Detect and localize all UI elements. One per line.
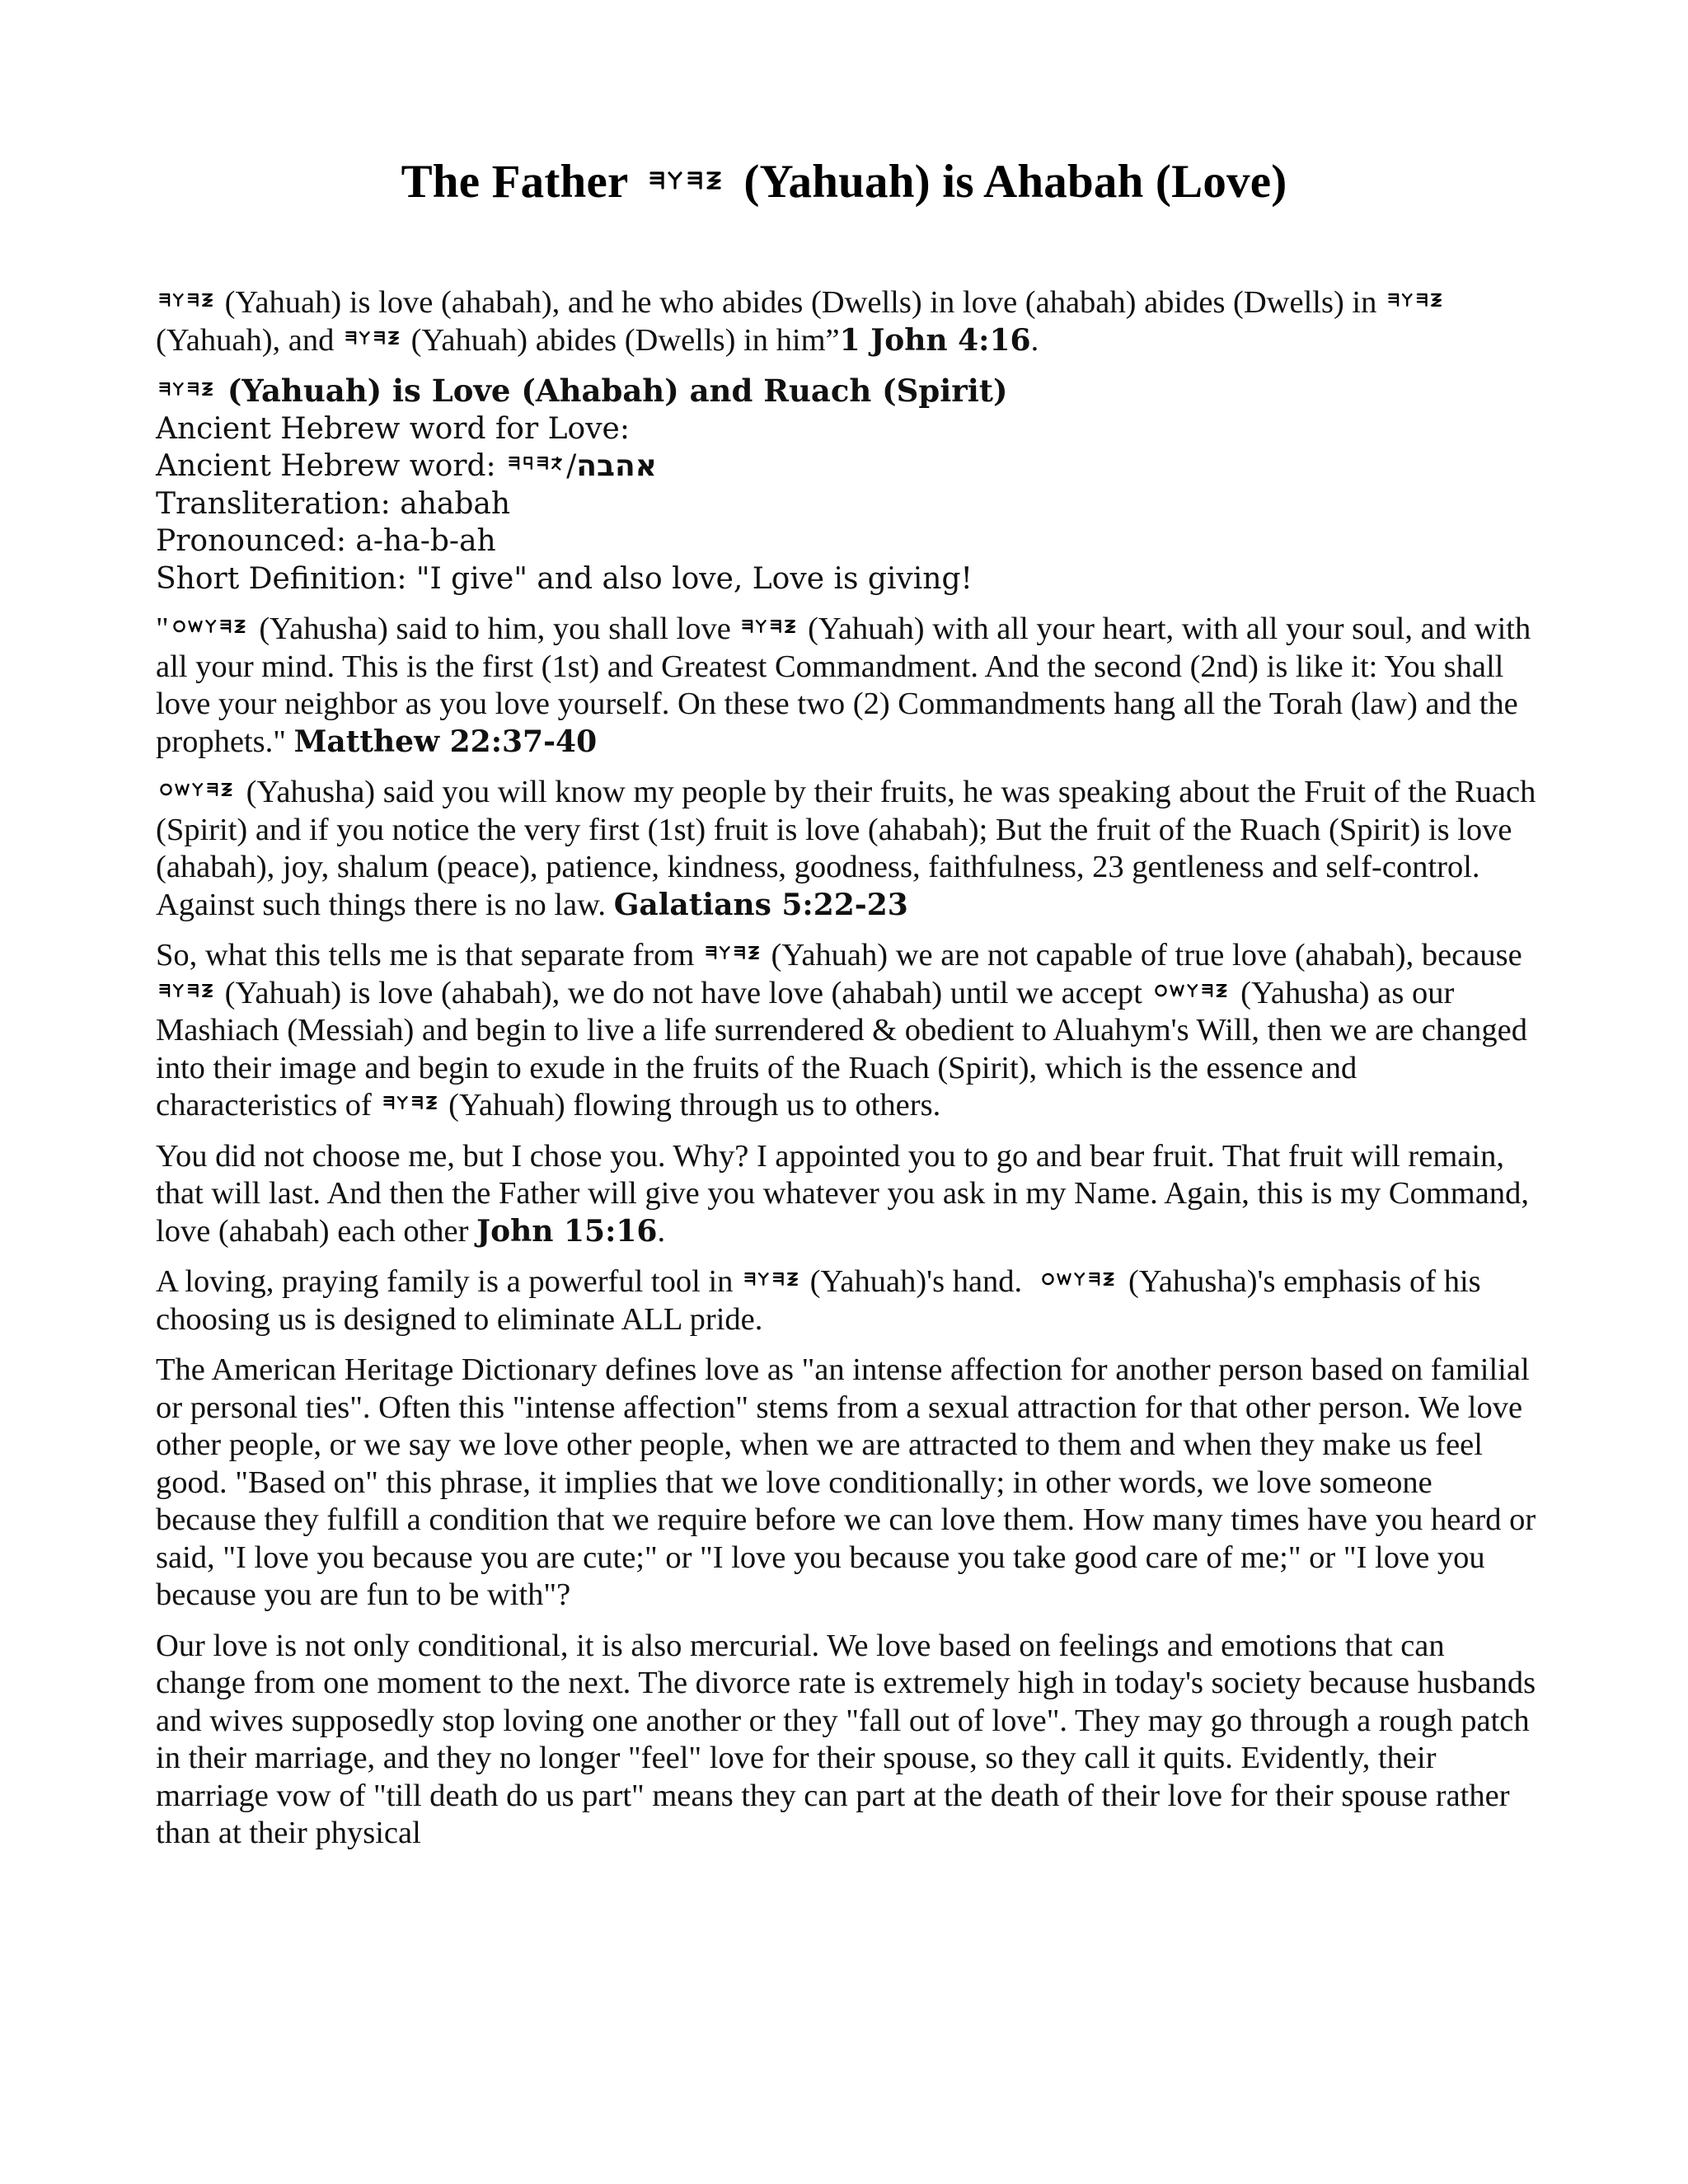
definition-line: Transliteration: ahabah [156, 486, 511, 521]
text: You did not choose me, but I chose you. Why? I appointed you to go and bear fruit. That fruit will remain, that will last. And then the Father will give you whatever you ask in my Name. Again, this is my Command, love (ahabah) each other [156, 1138, 1529, 1249]
paleo-yahusha-icon [1038, 1267, 1120, 1291]
text: (Yahuah) flowing through us to others. [448, 1088, 941, 1122]
heading-text: (Yahuah) is Love (Ahabah) and Ruach (Spirit) [227, 373, 1008, 409]
text: (Yahusha) said to him, you shall love [259, 612, 731, 646]
text: (Yahusha) said you will know my people by their fruits, he was speaking about the Fruit of the Ruach (Spirit) and if you notice the very first (1st) fruit is love (ahabah); But the fruit of the Ruach (Spirit) is love (ahabah), joy, shalum (peace), patience, kindness, goodness, faithfulness, 23 gentleness and self-control. Against such things there is no law. [156, 775, 1536, 922]
text: . [657, 1213, 666, 1249]
paragraph-8: Our love is not only conditional, it is also mercurial. We love based on feelings and emotions that can change from one moment to the next. The divorce rate is extremely high in today's society because husbands and wives supposedly stop loving one another or they "fall out of love". They may go through a rough patch in their marriage, and they no longer "feel" love for their spouse, so they call it quits. Evidently, their marriage vow of "till death do us part" means they can part at the death of their love for their spouse rather than at their physical [156, 1628, 1536, 1850]
paragraph-6 [156, 1263, 1540, 1338]
paragraph-5 [156, 1138, 1540, 1251]
paleo-yahuah-icon [738, 614, 799, 639]
paleo-yahusha-icon [1151, 978, 1233, 1003]
text: (Yahuah) with all your heart, with all your soul, and with all your mind. This is the first (1st) and Greatest Commandment. And the second (2nd) is like it: You shall love your neighbor as you love yourself. On these two (2) Commandments hang all the Torah (law) and the prophets." [156, 612, 1531, 759]
definition-line: Short Definition: "I give" and also love, Love is giving! [156, 561, 973, 596]
paleo-yahuah-icon [156, 978, 217, 1003]
section-heading [156, 373, 1540, 410]
text: So, what this tells me is that separate from [156, 938, 695, 972]
text: (Yahuah) we are not capable of true love (ahabah), because [771, 938, 1522, 972]
hebrew-word: אהבה [576, 449, 657, 483]
paleo-yahuah-icon [646, 164, 725, 197]
paragraph-3 [156, 774, 1540, 924]
page-title [0, 155, 1688, 209]
definition-block [156, 373, 1540, 598]
paleo-yahuah-icon [156, 377, 217, 401]
paleo-yahuah-icon [342, 326, 403, 350]
paleo-yahuah-icon [380, 1090, 441, 1115]
paleo-yahusha-icon [156, 777, 238, 802]
paleo-yahuah-icon [156, 288, 217, 312]
text: / [566, 449, 577, 483]
text: . [1030, 322, 1039, 358]
text: (Yahuah) is love (ahabah), we do not have love (ahabah) until we accept [224, 975, 1142, 1010]
title-prefix: The Father [401, 156, 628, 208]
scripture-reference: Matthew 22:37-40 [293, 724, 598, 759]
text: (Yahuah), and [156, 322, 335, 358]
text: (Yahuah) abides (Dwells) in him” [410, 322, 840, 358]
paleo-yahusha-icon [169, 614, 251, 639]
title-suffix: (Yahuah) is Ahabah (Love) [743, 156, 1287, 208]
definition-line [156, 448, 1540, 485]
text: A loving, praying family is a powerful tool in [156, 1264, 734, 1299]
document-body [156, 284, 1540, 1866]
paragraph-1 [156, 284, 1540, 359]
paleo-ahabah-icon [505, 451, 566, 476]
scripture-reference: 1 John 4:16 [839, 322, 1031, 358]
paleo-yahuah-icon [1385, 288, 1446, 312]
text: " [156, 612, 169, 646]
text: (Yahusha)'s emphasis of his choosing us is designed to eliminate ALL pride. [156, 1264, 1481, 1337]
paragraph-4 [156, 937, 1540, 1125]
scripture-reference: Galatians 5:22-23 [613, 887, 908, 922]
paleo-yahuah-icon [702, 940, 763, 965]
scripture-reference: John 15:16 [476, 1213, 658, 1249]
definition-line: Ancient Hebrew word for Love: [156, 411, 630, 446]
paragraph-7: The American Heritage Dictionary defines love as "an intense affection for another person based on familial or personal ties". Often this "intense affection" stems from a sexual attraction for that other person. We love other people, or we say we love other people, when we are attracted to them and when they make us feel good. "Based on" this phrase, it implies that we love conditionally; in other words, we love someone because they fulfill a condition that we require before we can love them. How many times have you heard or said, "I love you because you are cute;" or "I love you because you take good care of me;" or "I love you because you are fun to be with"? [156, 1352, 1536, 1612]
text: (Yahusha) as our Mashiach (Messiah) and begin to live a life surrendered & obedient to Aluahym's Will, then we are changed into their image and begin to exude in the fruits of the Ruach (Spirit), which is the essence and characteristics of [156, 975, 1527, 1122]
text: (Yahuah) is love (ahabah), and he who abides (Dwells) in love (ahabah) abides (Dwells) in [224, 285, 1377, 320]
definition-line: Pronounced: a-ha-b-ah [156, 524, 496, 558]
paleo-yahuah-icon [741, 1267, 802, 1291]
text: (Yahuah)'s hand. [809, 1264, 1023, 1299]
paragraph-2 [156, 611, 1540, 761]
text: Ancient Hebrew word: [156, 449, 496, 483]
